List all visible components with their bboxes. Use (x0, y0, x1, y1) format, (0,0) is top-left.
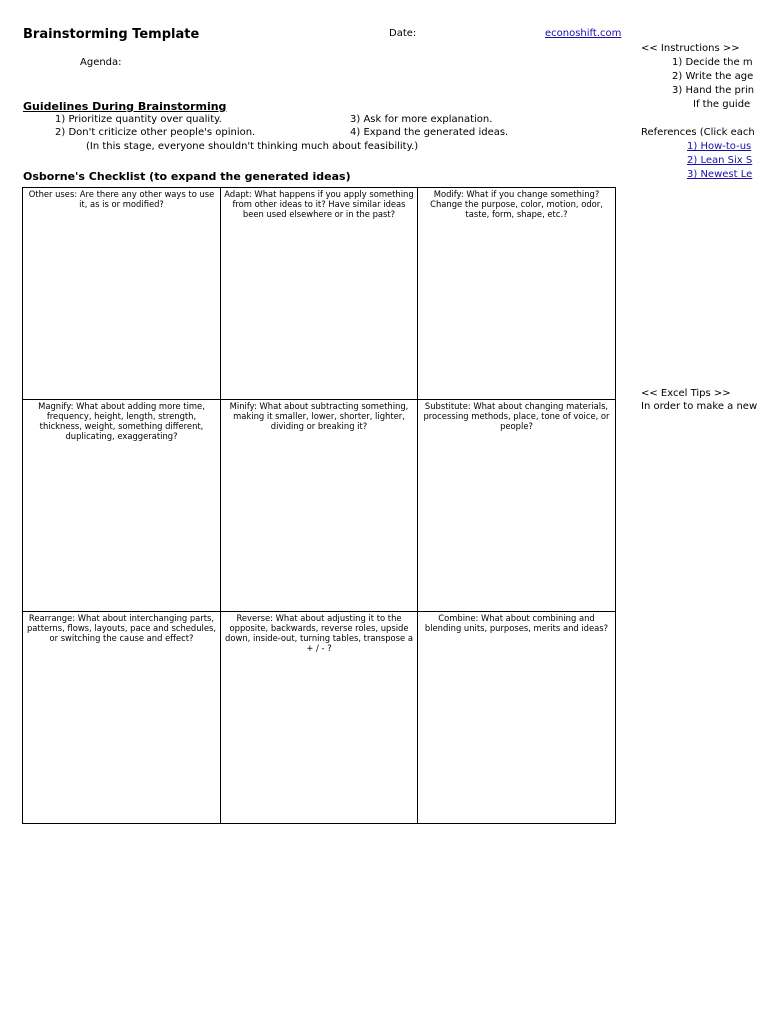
checklist-grid (22, 187, 616, 824)
document-title: Brainstorming Template (23, 27, 200, 42)
checklist-heading: Osborne's Checklist (to expand the generated ideas) (23, 170, 351, 183)
checklist-cell-rearrange[interactable]: Rearrange: What about interchanging parts, patterns, flows, layouts, pace and schedules, or switching the cause and effect? (23, 612, 221, 823)
guideline-item: 1) Prioritize quantity over quality. (55, 114, 222, 125)
excel-tips-heading: << Excel Tips >> (641, 388, 731, 399)
checklist-cell-combine[interactable]: Combine: What about combining and blending units, purposes, merits and ideas? (424, 613, 609, 633)
instruction-item: 2) Write the age (672, 71, 754, 82)
feasibility-note: (In this stage, everyone shouldn't thinking much about feasibility.) (86, 141, 419, 152)
excel-tips-text: In order to make a new (641, 401, 758, 412)
agenda-label: Agenda: (80, 57, 122, 68)
checklist-cell-modify[interactable]: Modify: What if you change something? Change the purpose, color, motion, odor, taste, form, shape, etc.? (418, 188, 615, 400)
reference-link[interactable]: 3) Newest Le (687, 169, 753, 180)
guideline-item: 2) Don't criticize other people's opinion. (55, 127, 256, 138)
reference-link[interactable]: 1) How-to-us (687, 141, 752, 152)
instruction-item: If the guide (693, 99, 751, 110)
checklist-cell-adapt[interactable]: Adapt: What happens if you apply something from other ideas to it? Have similar ideas been used elsewhere or in the past? (221, 188, 418, 400)
reference-link[interactable]: 2) Lean Six S (687, 155, 753, 166)
checklist-cell-minify[interactable]: Minify: What about subtracting something, making it smaller, lower, shorter, lighter, dividing or breaking it? (221, 400, 418, 612)
checklist-cell-substitute[interactable]: Substitute: What about changing materials, processing methods, place, tone of voice, or people? (418, 400, 615, 612)
guideline-item: 4) Expand the generated ideas. (350, 127, 509, 138)
instructions-heading: << Instructions >> (641, 43, 740, 54)
guidelines-heading: Guidelines During Brainstorming (23, 100, 227, 113)
checklist-cell-reverse[interactable]: Reverse: What about adjusting it to the opposite, backwards, reverse roles, upside down, inside-out, turning tables, transpose a + / - ? (221, 612, 418, 823)
instruction-item: 3) Hand the prin (672, 85, 755, 96)
guideline-item: 3) Ask for more explanation. (350, 114, 493, 125)
checklist-cell-magnify[interactable]: Magnify: What about adding more time, frequency, height, length, strength, thickness, weight, something different, duplicating, exaggerating? (23, 400, 221, 612)
references-heading: References (Click each (641, 127, 755, 138)
date-label: Date: (389, 28, 417, 39)
instruction-item: 1) Decide the m (672, 57, 753, 68)
checklist-cell-other-uses[interactable]: Other uses: Are there any other ways to use it, as is or modified? (23, 188, 221, 400)
site-link[interactable]: econoshift.com (545, 28, 622, 39)
